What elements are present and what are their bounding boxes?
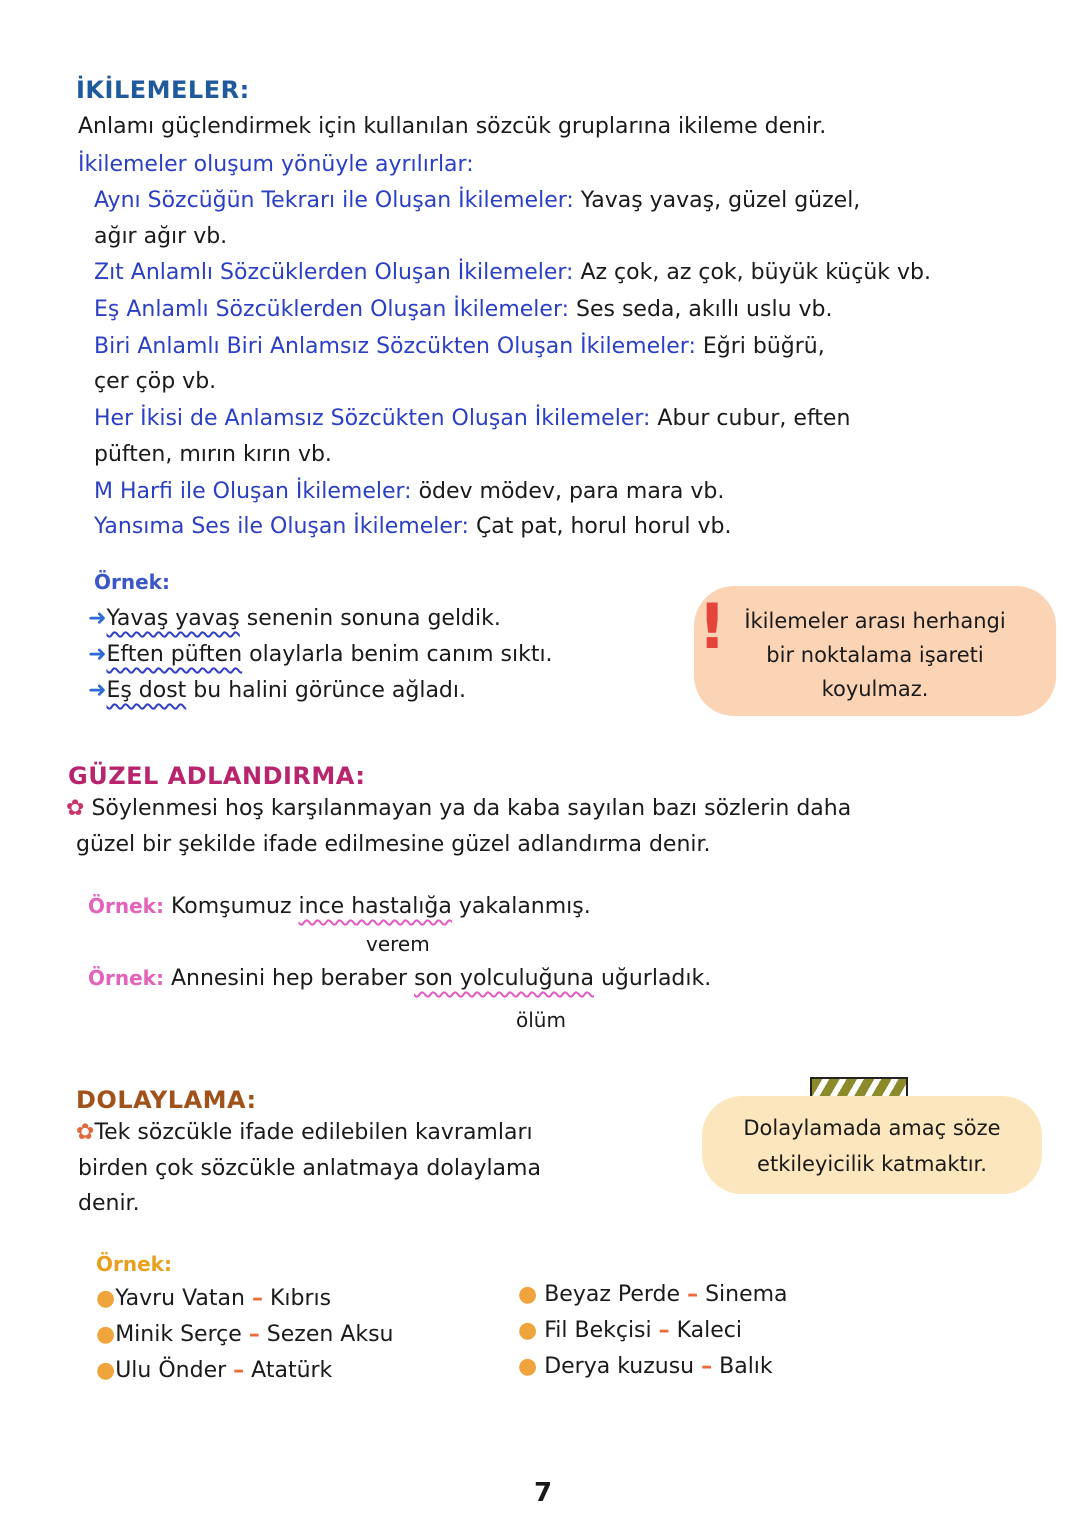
ikileme-type-examples: Çat pat, horul horul vb. [468,514,732,539]
dolaylama-definition-line3: denir. [78,1191,140,1216]
flower-bullet-icon: ✿ [66,796,85,821]
sentence-rest: senenin sonuna geldik. [239,606,501,631]
dolaylama-example [96,1358,332,1383]
section-title-dolaylama: DOLAYLAMA: [76,1086,257,1114]
note-bubble-dolaylama [702,1096,1042,1194]
ikileme-type-examples: Abur cubur, eften [650,406,851,431]
bullet-dot-icon: ● [518,1354,538,1379]
note-line: Dolaylamada amaç söze [743,1116,1001,1140]
example-sentence [88,606,501,631]
dolaylama-example [96,1286,331,1311]
sentence-before: Komşumuz [163,894,299,919]
ikileme-type-name: Zıt Anlamlı Sözcüklerden Oluşan İkilemeler: [94,260,574,285]
ikilemeler-subtitle: İkilemeler oluşum yönüyle ayrılırlar: [78,152,474,177]
ikileme-type-row [94,334,825,359]
example-meaning: Sezen Aksu [266,1322,394,1347]
page-number: 7 [534,1478,553,1508]
ikileme-type-continuation: çer çöp vb. [94,369,217,394]
sentence-rest: bu halini görünce ağladı. [186,678,466,703]
example-sentence [88,678,466,703]
example-label: Örnek: [96,1252,172,1276]
sentence-after: yakalanmış. [451,894,591,919]
dolaylama-definition [76,1120,533,1145]
example-term: Ulu Önder [115,1358,227,1383]
euphemism-meaning: ölüm [516,1008,566,1032]
example-term: Beyaz Perde [544,1282,681,1307]
euphemism-phrase: ince hastalığa [298,894,452,919]
note-line: bir noktalama işareti [766,643,984,667]
ikileme-type-name: M Harfi ile Oluşan İkilemeler: [94,479,412,504]
example-term: Minik Serçe [115,1322,242,1347]
example-label: Örnek: [88,894,164,918]
ikileme-type-row [94,514,731,539]
underlined-ikileme: Eften püften [106,642,243,667]
example-term: Derya kuzusu [544,1354,695,1379]
example-label: Örnek: [88,966,164,990]
euphemism-phrase: son yolculuğuna [414,966,594,991]
flower-bullet-icon: ✿ [76,1120,95,1145]
ikileme-type-name: Biri Anlamlı Biri Anlamsız Sözcükten Oluşan İkilemeler: [94,334,696,359]
underlined-ikileme: Yavaş yavaş [106,606,240,631]
example-term: Fil Bekçisi [544,1318,652,1343]
dolaylama-example [518,1282,788,1307]
dolaylama-example [96,1322,394,1347]
dash-icon: – [248,1322,260,1347]
ikileme-type-examples: Eğri büğrü, [695,334,825,359]
ikileme-type-name: Yansıma Ses ile Oluşan İkilemeler: [94,514,469,539]
example-sentence [88,642,553,667]
section-title-guzel-adlandirma: GÜZEL ADLANDIRMA: [68,762,366,790]
note-line: İkilemeler arası herhangi [744,609,1006,633]
note-line: etkileyicilik katmaktır. [757,1152,987,1176]
example-meaning: Atatürk [251,1358,333,1383]
ikileme-type-examples: ödev mödev, para mara vb. [411,479,725,504]
definition-line: Söylenmesi hoş karşılanmayan ya da kaba sayılan bazı sözlerin daha [91,796,852,821]
ikileme-type-row [94,479,724,504]
dash-icon: – [233,1358,245,1383]
dash-icon: – [701,1354,713,1379]
example-meaning: Kaleci [676,1318,743,1343]
euphemism-meaning: verem [366,932,430,956]
example-sentence [88,894,591,919]
arrow-icon: ➜ [88,642,107,667]
ikileme-type-examples: Az çok, az çok, büyük küçük vb. [573,260,932,285]
ikileme-type-name: Eş Anlamlı Sözcüklerden Oluşan İkilemeler: [94,297,570,322]
ikileme-type-continuation: püften, mırın kırın vb. [94,442,332,467]
ikilemeler-definition: Anlamı güçlendirmek için kullanılan sözcük gruplarına ikileme denir. [78,114,827,139]
example-meaning: Sinema [705,1282,788,1307]
dolaylama-example [518,1354,773,1379]
underlined-ikileme: Eş dost [106,678,187,703]
bullet-dot-icon: ● [518,1282,538,1307]
dolaylama-example [518,1318,742,1343]
example-label: Örnek: [94,570,170,594]
ikileme-type-row [94,260,931,285]
ikileme-type-name: Aynı Sözcüğün Tekrarı ile Oluşan İkilemeler: [94,188,574,213]
dash-icon: – [658,1318,670,1343]
section-title-ikilemeler: İKİLEMELER: [76,76,250,104]
sentence-before: Annesini hep beraber [163,966,415,991]
note-line: koyulmaz. [821,677,929,701]
ikileme-type-continuation: ağır ağır vb. [94,224,228,249]
ikileme-type-name: Her İkisi de Anlamsız Sözcükten Oluşan İkilemeler: [94,406,651,431]
dash-icon: – [251,1286,263,1311]
arrow-icon: ➜ [88,678,107,703]
guzel-adlandirma-definition-line2: güzel bir şekilde ifade edilmesine güzel adlandırma denir. [76,832,711,857]
example-sentence [88,966,711,991]
sentence-rest: olaylarla benim canım sıktı. [242,642,553,667]
ikileme-type-examples: Ses seda, akıllı uslu vb. [569,297,833,322]
guzel-adlandirma-definition [66,796,851,821]
bullet-dot-icon: ● [96,1286,116,1311]
ikileme-type-row [94,297,833,322]
exclamation-icon: ! [698,590,727,663]
definition-line: Tek sözcükle ifade edilebilen kavramları [94,1120,533,1145]
ikileme-type-examples: Yavaş yavaş, güzel güzel, [573,188,861,213]
dolaylama-definition-line2: birden çok sözcükle anlatmaya dolaylama [78,1156,541,1181]
bullet-dot-icon: ● [96,1358,116,1383]
ikileme-type-row [94,406,850,431]
bullet-dot-icon: ● [518,1318,538,1343]
example-meaning: Kıbrıs [269,1286,332,1311]
example-meaning: Balık [719,1354,773,1379]
arrow-icon: ➜ [88,606,107,631]
note-bubble-punctuation [694,586,1056,716]
bullet-dot-icon: ● [96,1322,116,1347]
example-term: Yavru Vatan [115,1286,245,1311]
ikileme-type-row [94,188,860,213]
sentence-after: uğurladık. [593,966,712,991]
dash-icon: – [687,1282,699,1307]
